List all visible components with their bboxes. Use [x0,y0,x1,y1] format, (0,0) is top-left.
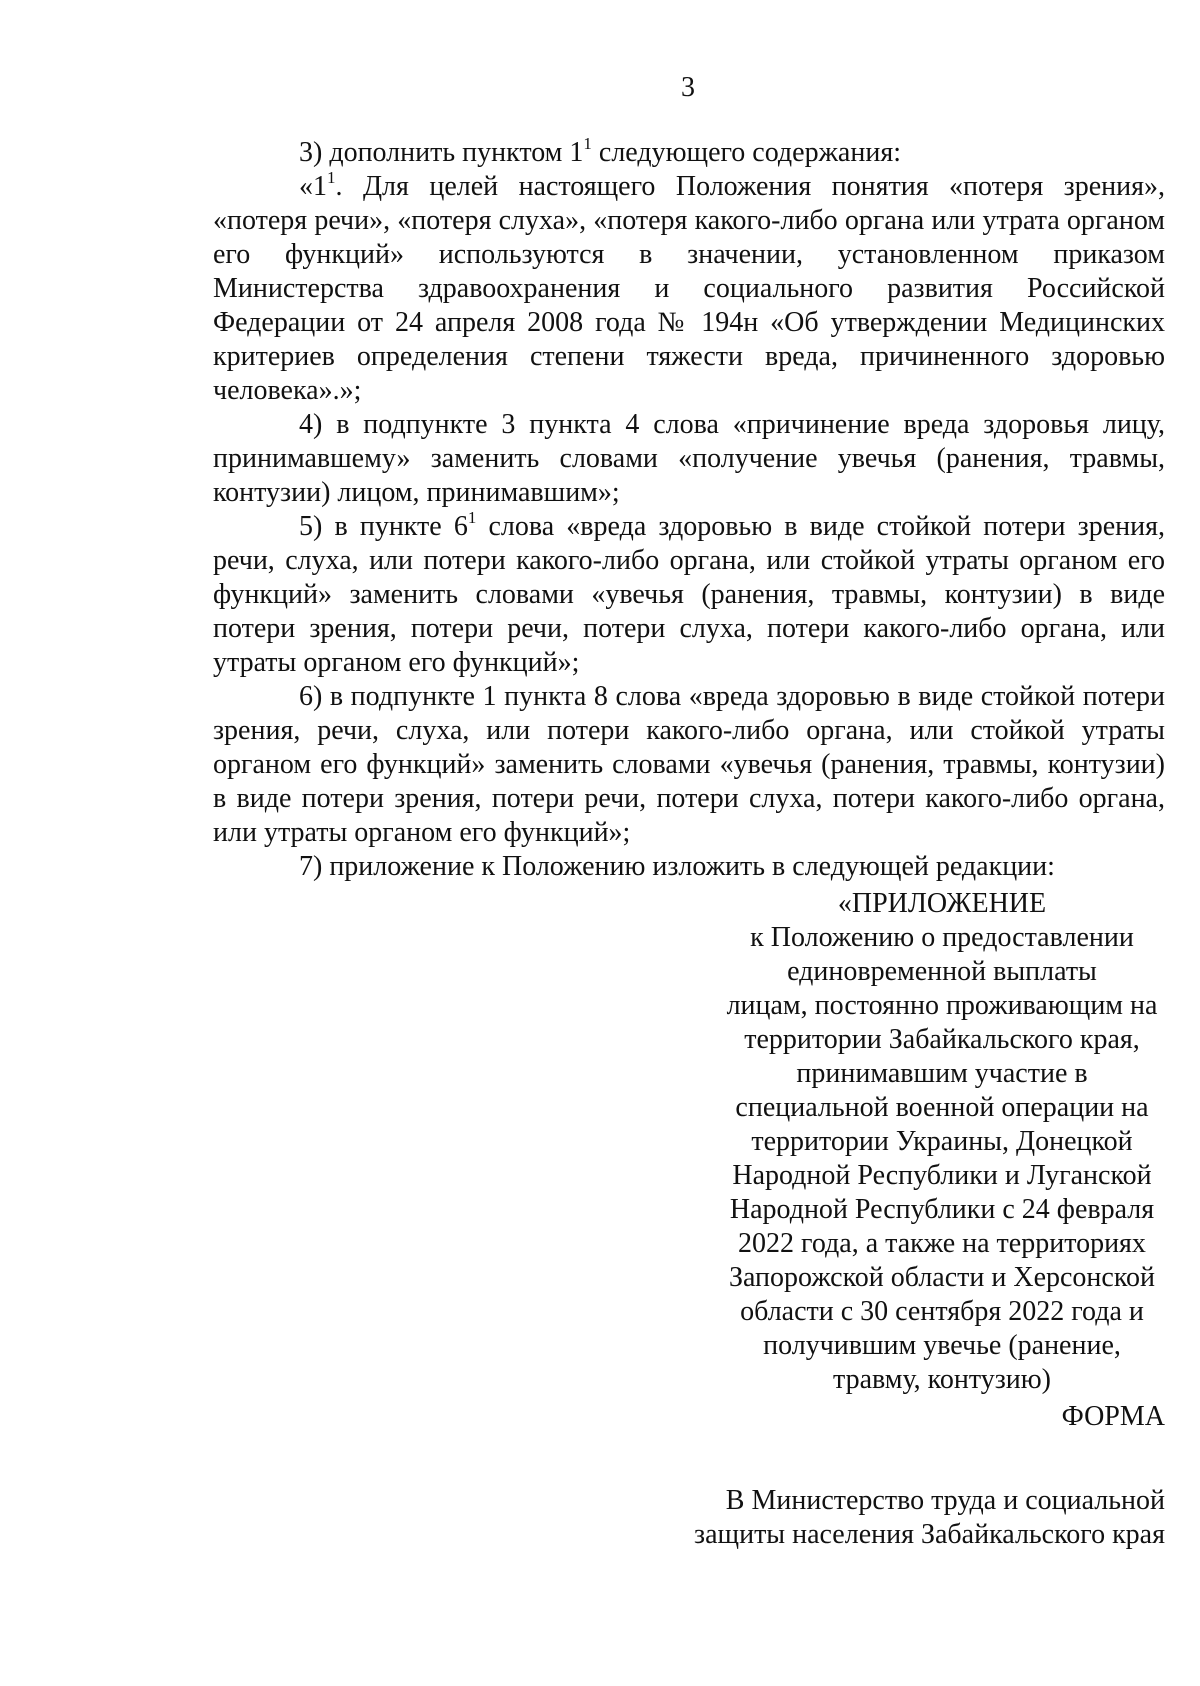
appendix-line: единовременной выплаты [787,956,1097,987]
item-text: 6) в подпункте 1 пункта 8 слова «вреда здоровью в виде стойкой потери зрения, речи, слуха, или потери какого-либо органа, или стойкой утраты органом его функций» заменить словами «увечья (ранения, травмы, контузии) в виде потери зрения, потери речи, потери слуха, потери какого-либо органа, или утраты органом его функций»; [213,681,1165,848]
amendment-item-4 [213,408,1165,510]
recipient-line-1: В Министерство труда и социальной [725,1485,1165,1516]
item-text-cont: следующего содержания: [591,137,901,168]
item-text: 5) в пункте 6 [299,511,468,542]
amendment-item-3 [213,136,1165,170]
appendix-line: территории Забайкальского края, [744,1024,1140,1055]
appendix-line: специальной военной операции на [735,1092,1149,1123]
amendment-list [213,136,1165,884]
recipient-block [645,1484,1165,1552]
appendix-heading: «ПРИЛОЖЕНИЕ [837,888,1047,919]
appendix-line: травму, контузию) [833,1364,1051,1395]
appendix-line: лицам, постоянно проживающим на [726,990,1158,1021]
item-text: «1 [299,171,327,202]
item-text: 3) дополнить пунктом 1 [299,137,584,168]
appendix-line: принимавшим участие в [796,1058,1088,1089]
appendix-line: получившим увечье (ранение, [763,1330,1121,1361]
recipient-line-2: защиты населения Забайкальского края [694,1519,1165,1550]
appendix-line: Народной Республики с 24 февраля [729,1194,1155,1225]
form-label: ФОРМА [1061,1401,1165,1432]
item-text-cont: слова «вреда здоровью в виде стойкой потери зрения, речи, слуха, или потери какого-либо органа, или стойкой утраты органом его функций» заменить словами «увечья (ранения, травмы, контузии) в виде потери зрения, потери речи, потери слуха, потери какого-либо органа, или утраты органом его функций»; [213,511,1165,678]
item-text-cont: . Для целей настоящего Положения понятия «потеря зрения», «потеря речи», «потеря слуха», «потеря какого-либо органа или утрата органом его функций» используются в значении, установленном приказом Министерства здравоохранения и социального развития Российской Федерации от 24 апреля 2008 года № 194н «Об утверждении Медицинских критериев определения степени тяжести вреда, причиненного здоровью человека».»; [213,171,1165,406]
page-number: 3 [681,72,695,103]
amendment-item-6 [213,680,1165,850]
item-text: 4) в подпункте 3 пункта 4 слова «причинение вреда здоровья лицу, принимавшему» заменить словами «получение увечья (ранения, травмы, контузии) лицом, принимавшим»; [213,409,1165,508]
appendix-line: Народной Республики и Луганской [732,1160,1152,1191]
appendix-line: 2022 года, а также на территориях [738,1228,1146,1259]
amendment-item-5 [213,510,1165,680]
appendix-line: области с 30 сентября 2022 года и [740,1296,1144,1327]
superscript-index: 1 [467,508,477,527]
appendix-block [712,887,1172,1397]
appendix-line: территории Украины, Донецкой [751,1126,1133,1157]
item-text: 7) приложение к Положению изложить в следующей редакции: [299,851,1055,882]
appendix-line: к Положению о предоставлении [750,922,1134,953]
superscript-index: 1 [327,168,336,187]
appendix-line: Запорожской области и Херсонской [728,1262,1156,1293]
definition-paragraph [213,170,1165,408]
amendment-item-7 [213,850,1165,884]
superscript-index: 1 [583,134,592,153]
